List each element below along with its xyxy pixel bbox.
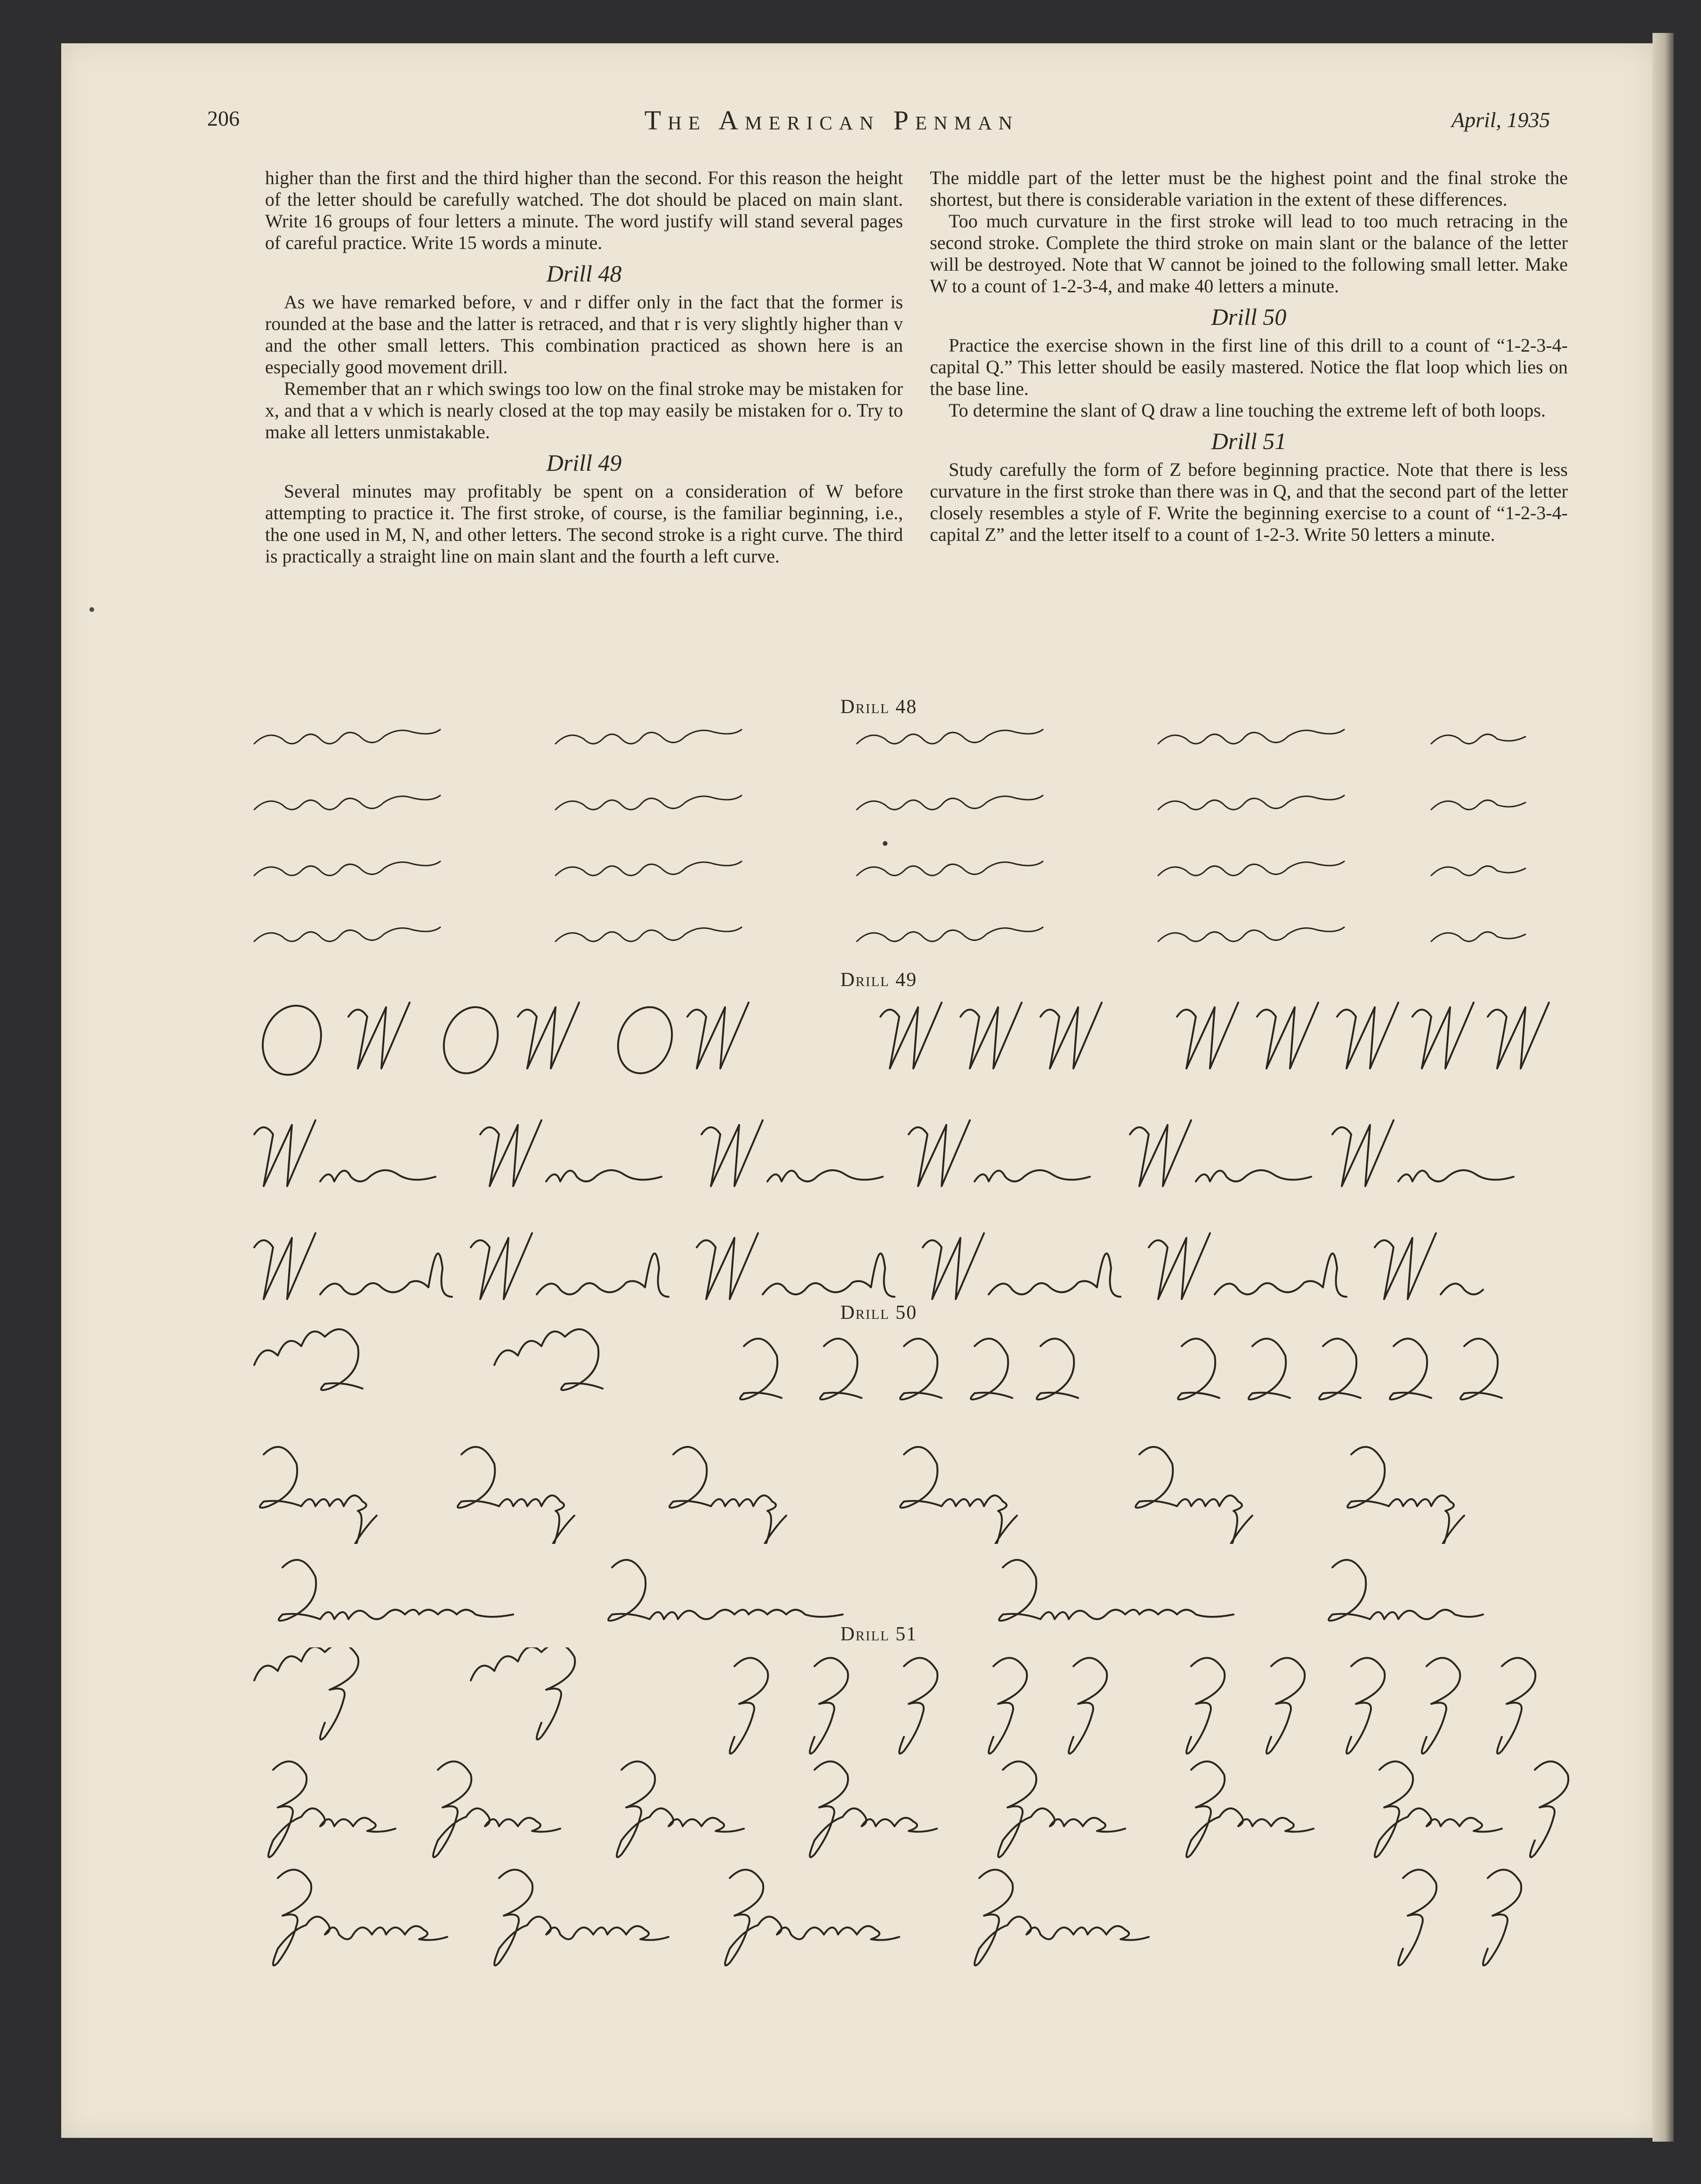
drill-48-rv-row (254, 927, 1525, 941)
drill-50-q-row (235, 1327, 1591, 1407)
drill-48-label: Drill 48 (840, 696, 918, 718)
issue-date: April, 1935 (1451, 108, 1550, 132)
page-number: 206 (207, 106, 240, 130)
drill-49-heading: Drill 49 (546, 450, 622, 476)
paragraph: The middle part of the letter must be the highest point and the final stroke the shortest, but there is considerable variation in the extent of these differences. (930, 167, 1568, 210)
drill-48-heading: Drill 48 (546, 260, 622, 287)
paragraph: Several minutes may profitably be spent on a consideration of W before attempting to practice it. The first stroke, of course, is the familiar beginning, i.e., the one used in M, N, and other letters. The second stroke is a right curve. The third is practically a straight line on main slant and the fourth a left curve. (265, 481, 903, 567)
drill-51-z-row (235, 1647, 1591, 1756)
drill-50-quiz-row (235, 1436, 1591, 1544)
running-title-text: The American Penman (644, 105, 1019, 136)
paragraph: Remember that an r which swings too low on the final stroke may be mistaken for x, and that a v which is nearly closed at the top may easily be mistaken for o. Try to make all letters unmistakable. (265, 378, 903, 442)
paragraph: As we have remarked before, v and r differ only in the fact that the former is rounded at the base and the latter is retraced, and that r is very slightly higher than v and the other small letters. This combination practiced as shown here is an especially good movement drill. (265, 291, 903, 377)
drill-50-heading: Drill 50 (1211, 304, 1287, 330)
drill-51-label: Drill 51 (840, 1623, 918, 1645)
paragraph: higher than the first and the third higher than the second. For this reason the height of the letter should be carefully watched. The dot should be placed on main slant. Write 16 groups of four letters a minute. The word justify will stand several pages of careful practice. Write 15 words a minute. (265, 167, 903, 253)
left-column (265, 167, 903, 567)
drill-49-wire-row (235, 1106, 1591, 1210)
paragraph: To determine the slant of Q draw a line touching the extreme left of both loops. (949, 400, 1546, 421)
page-edge (1653, 33, 1674, 2142)
drill-51-zone-row (235, 1751, 1591, 1864)
drill-49-ow-row (235, 998, 1591, 1092)
drill-50-quorum-row (235, 1549, 1591, 1629)
drill-49-label: Drill 49 (840, 969, 918, 991)
drill-48-specimen (235, 720, 1591, 984)
drill-51-zouave-row (235, 1859, 1591, 1972)
ink-dot (883, 841, 887, 846)
paragraph: Too much curvature in the first stroke will lead to too much retracing in the second stroke. Complete the third stroke on main slant or the balance of the letter will be destroyed. Note that W cannot be joined to the following small letter. Make W to a count of 1-2-3-4, and make 40 letters a minute. (930, 210, 1568, 297)
drill-48-vr-row (254, 861, 1525, 875)
right-column (930, 167, 1568, 546)
margin-mark (89, 607, 94, 612)
drill-50-label: Drill 50 (840, 1302, 918, 1324)
drill-48-rv-row (254, 795, 1525, 810)
drill-48-vr-row (254, 730, 1525, 744)
paragraph: Practice the exercise shown in the first line of this drill to a count of “1-2-3-4-capital Q.” This letter should be easily mastered. Notice the flat loop which lies on the base line. (930, 335, 1568, 399)
paragraph: Study carefully the form of Z before beginning practice. Note that there is less curvature in the first stroke than there was in Q, and that the second part of the letter closely resembles a style of F. Write the beginning exercise to a count of “1-2-3-4-capital Z” and the letter itself to a count of 1-2-3. Write 50 letters a minute. (930, 459, 1568, 545)
running-title (0, 104, 1701, 136)
drill-51-heading: Drill 51 (1211, 428, 1287, 454)
